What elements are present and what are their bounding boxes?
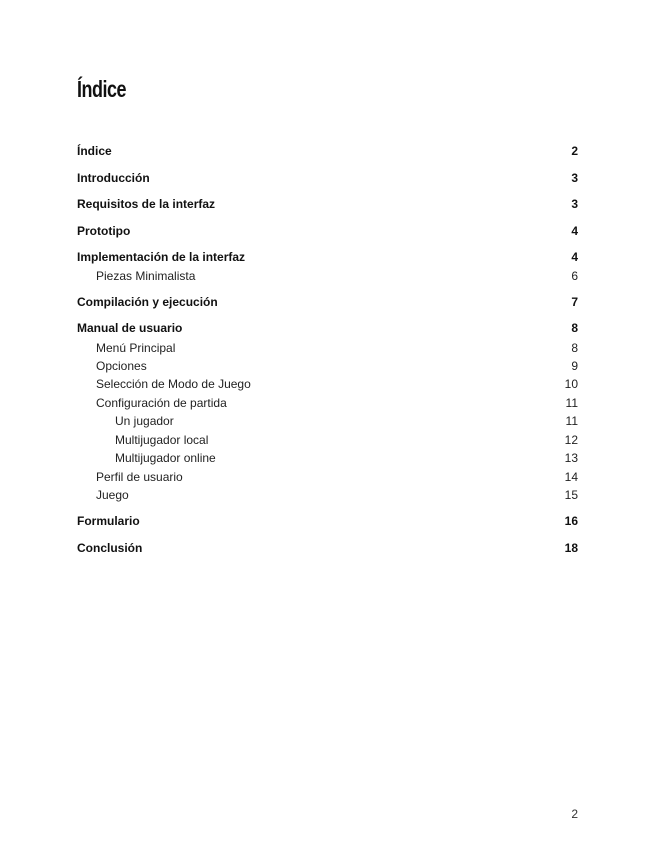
toc-entry-juego[interactable]: [77, 487, 578, 503]
toc-entry-label: Requisitos de la interfaz: [77, 197, 216, 211]
toc-entry-label: Juego: [96, 488, 129, 502]
page-number: 2: [571, 807, 578, 821]
toc-entry-page: 15: [564, 488, 578, 502]
toc-entry-seleccion-modo[interactable]: [77, 376, 578, 392]
toc-entry-label: Introducción: [77, 171, 150, 185]
toc-entry-page: 11: [565, 396, 578, 410]
toc-entry-page: 12: [564, 433, 578, 447]
toc-entry-page: 14: [564, 470, 578, 484]
toc-entry-label: Índice: [77, 144, 112, 158]
toc-entry-label: Piezas Minimalista: [96, 269, 196, 283]
toc-entry-label: Compilación y ejecución: [77, 295, 218, 309]
toc-entry-prototipo[interactable]: [77, 223, 578, 239]
toc-entry-page: 2: [571, 144, 578, 158]
toc-entry-page: 3: [571, 197, 578, 211]
toc-entry-label: Perfil de usuario: [96, 470, 183, 484]
toc-entry-page: 18: [564, 541, 578, 555]
toc-entry-label: Multijugador online: [115, 451, 216, 465]
toc-entry-label: Formulario: [77, 514, 140, 528]
toc-entry-piezas-minimalista[interactable]: [77, 268, 578, 284]
toc-entry-multijugador-online[interactable]: [77, 450, 578, 466]
toc-entry-page: 4: [571, 224, 578, 238]
toc-entry-un-jugador[interactable]: [77, 413, 578, 429]
toc-entry-page: 7: [571, 295, 578, 309]
toc-entry-page: 8: [571, 321, 578, 335]
toc-entry-label: Conclusión: [77, 541, 143, 555]
table-of-contents: [77, 0, 578, 848]
toc-entry-implementacion[interactable]: [77, 249, 578, 265]
toc-entry-label: Un jugador: [115, 414, 174, 428]
toc-entry-manual-usuario[interactable]: [77, 320, 578, 336]
toc-entry-introduccion[interactable]: [77, 170, 578, 186]
toc-entry-label: Prototipo: [77, 224, 131, 238]
toc-entry-label: Opciones: [96, 359, 147, 373]
toc-entry-conclusion[interactable]: [77, 540, 578, 556]
toc-entry-indice[interactable]: [77, 143, 578, 159]
toc-entry-page: 13: [564, 451, 578, 465]
toc-entry-label: Selección de Modo de Juego: [96, 377, 251, 391]
toc-entry-page: 3: [571, 171, 578, 185]
toc-entry-page: 16: [564, 514, 578, 528]
toc-entry-label: Multijugador local: [115, 433, 209, 447]
toc-entry-page: 11: [565, 414, 578, 428]
toc-entry-formulario[interactable]: [77, 513, 578, 529]
toc-entry-menu-principal[interactable]: [77, 340, 578, 356]
toc-entry-label: Implementación de la interfaz: [77, 250, 246, 264]
toc-entry-requisitos[interactable]: [77, 196, 578, 212]
toc-entry-page: 9: [571, 359, 578, 373]
toc-entry-label: Manual de usuario: [77, 321, 183, 335]
toc-entry-page: 4: [571, 250, 578, 264]
toc-entry-opciones[interactable]: [77, 358, 578, 374]
toc-entry-label: Menú Principal: [96, 341, 176, 355]
toc-entry-multijugador-local[interactable]: [77, 432, 578, 448]
toc-entry-page: 10: [564, 377, 578, 391]
toc-entry-perfil-usuario[interactable]: [77, 469, 578, 485]
page-title: Índice: [77, 76, 127, 102]
toc-entry-label: Configuración de partida: [96, 396, 227, 410]
toc-entry-compilacion[interactable]: [77, 294, 578, 310]
toc-entry-configuracion-partida[interactable]: [77, 395, 578, 411]
toc-entry-page: 6: [571, 269, 578, 283]
toc-entry-page: 8: [571, 341, 578, 355]
